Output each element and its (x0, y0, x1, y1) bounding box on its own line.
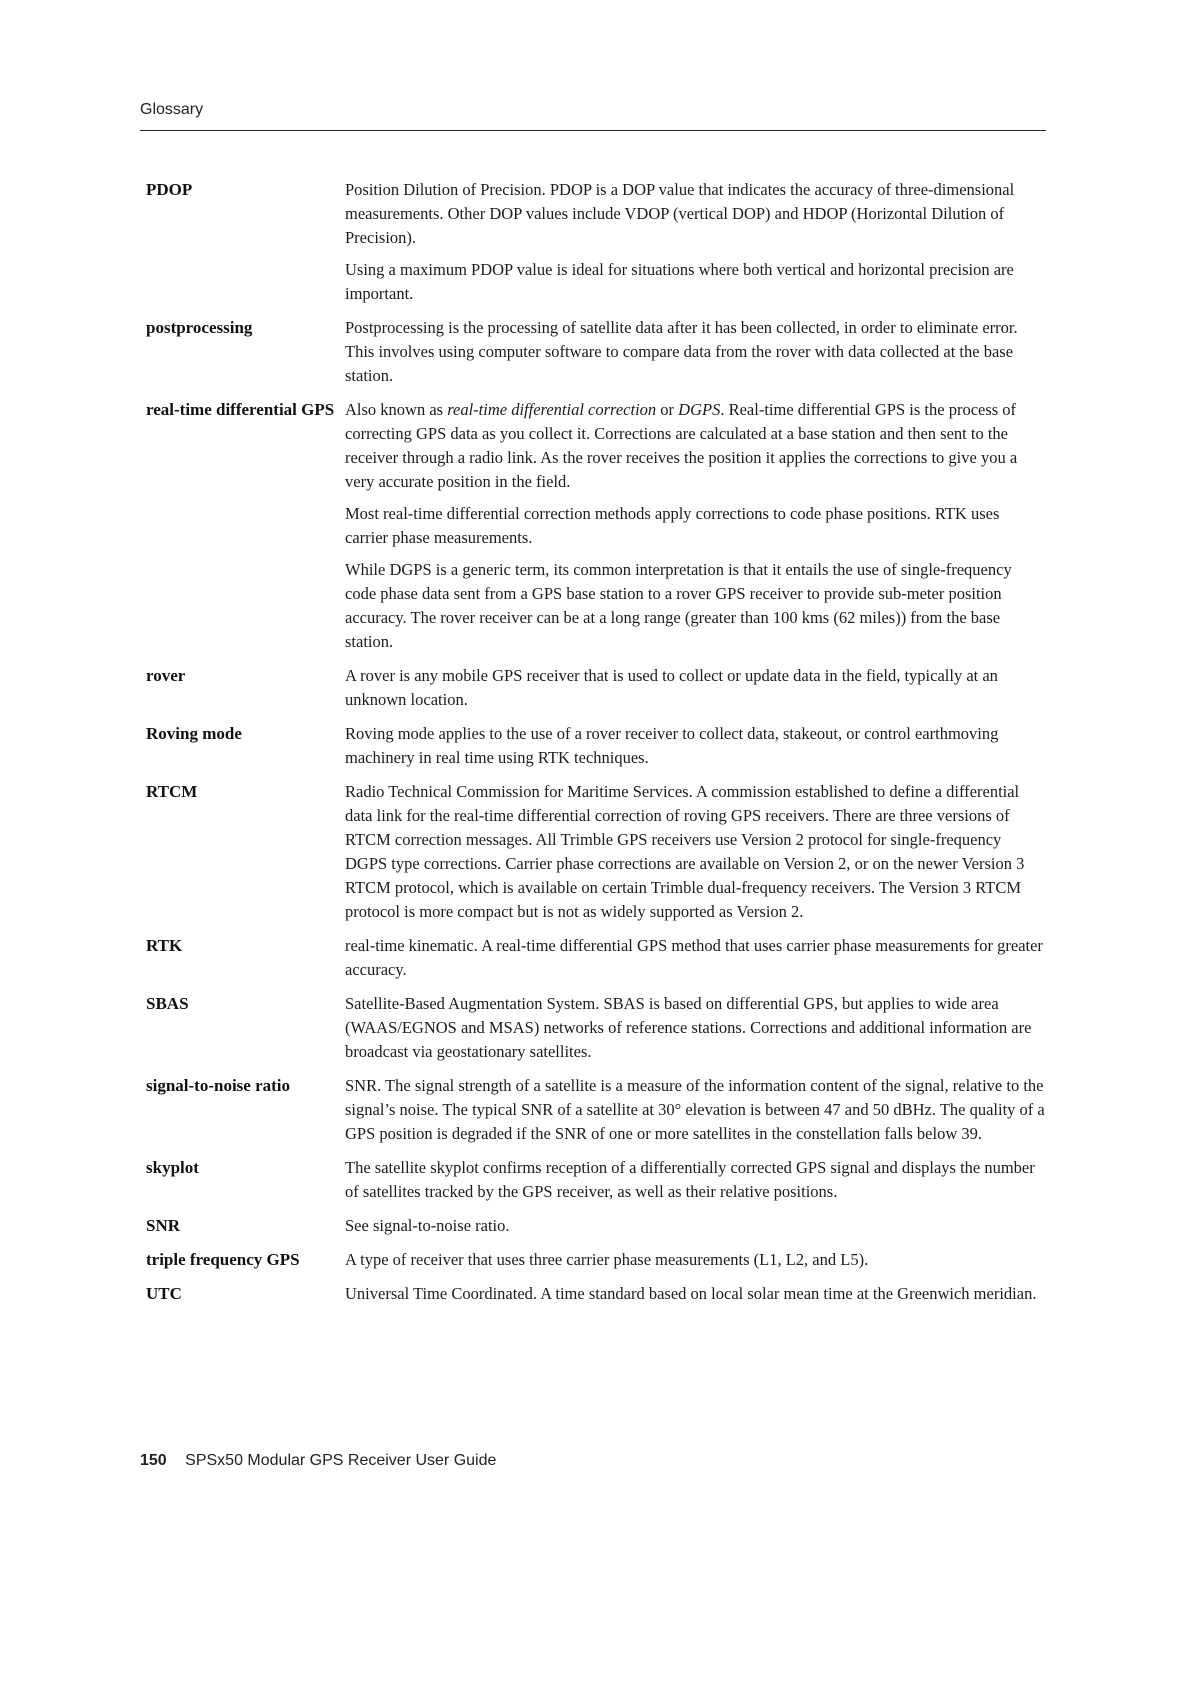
glossary-term: PDOP (146, 180, 193, 199)
glossary-entry-real-time-differential-gps (146, 398, 1046, 654)
glossary-term: RTCM (146, 782, 198, 801)
glossary-definition (345, 1248, 1046, 1272)
definition-paragraph: Universal Time Coordinated. A time standard based on local solar mean time at the Greenwich meridian. (345, 1284, 1037, 1303)
glossary-definition (345, 992, 1046, 1064)
glossary-definition (345, 934, 1046, 982)
text-run: or (656, 400, 679, 419)
glossary-entry-roving-mode (146, 722, 1046, 770)
definition-paragraph: real-time kinematic. A real-time differential GPS method that uses carrier phase measurements for greater accuracy. (345, 936, 1043, 979)
glossary-definition (345, 316, 1046, 388)
definition-paragraph: Radio Technical Commission for Maritime Services. A commission established to define a differential data link for the real-time differential correction of roving GPS receivers. There are three versions of RTCM correction messages. All Trimble GPS receivers use Version 2 protocol for single-frequency DGPS type corrections. Carrier phase corrections are available on Version 2, or on the newer Version 3 RTCM protocol, which is available on certain Trimble dual-frequency receivers. The Version 3 RTCM protocol is more compact but is not as widely supported as Version 2. (345, 782, 1025, 921)
glossary-entry-signal-to-noise-ratio (146, 1074, 1046, 1146)
glossary-term: triple frequency GPS (146, 1250, 300, 1269)
definition-paragraph: See signal-to-noise ratio. (345, 1216, 510, 1235)
glossary-definition (345, 398, 1046, 654)
glossary-entry-triple-frequency-gps (146, 1248, 1046, 1272)
glossary-entry-postprocessing (146, 316, 1046, 388)
glossary-term: skyplot (146, 1158, 199, 1177)
italic-term: DGPS (678, 400, 721, 419)
definition-paragraph: Postprocessing is the processing of satellite data after it has been collected, in order to eliminate error. This involves using computer software to compare data from the rover with data collected at the base station. (345, 318, 1018, 385)
glossary-definition (345, 722, 1046, 770)
glossary-definition (345, 780, 1046, 924)
glossary-term: RTK (146, 936, 183, 955)
definition-paragraph: SNR. The signal strength of a satellite is a measure of the information content of the signal, relative to the signal’s noise. The typical SNR of a satellite at 30° elevation is between 47 and 50 dBHz. The quality of a GPS position is degraded if the SNR of one or more satellites in the constellation falls below 39. (345, 1076, 1045, 1143)
glossary-term: SNR (146, 1216, 181, 1235)
glossary-definition (345, 664, 1046, 712)
definition-paragraph: Roving mode applies to the use of a rover receiver to collect data, stakeout, or control earthmoving machinery in real time using RTK techniques. (345, 724, 999, 767)
glossary-definition (345, 1156, 1046, 1204)
definition-paragraph: Satellite-Based Augmentation System. SBAS is based on differential GPS, but applies to wide area (WAAS/EGNOS and MSAS) networks of reference stations. Corrections and additional information are broadcast via geostationary satellites. (345, 994, 1032, 1061)
definition-paragraph: The satellite skyplot confirms reception of a differentially corrected GPS signal and displays the number of satellites tracked by the GPS receiver, as well as their relative positions. (345, 1158, 1035, 1201)
definition-paragraph (345, 398, 1046, 494)
glossary-term: rover (146, 666, 186, 685)
page-header (140, 100, 1046, 131)
definition-paragraph: A rover is any mobile GPS receiver that is used to collect or update data in the field, typically at an unknown location. (345, 666, 998, 709)
glossary-definition (345, 1282, 1046, 1306)
definition-paragraph: Most real-time differential correction methods apply corrections to code phase positions. RTK uses carrier phase measurements. (345, 504, 1000, 547)
glossary-entry-sbas (146, 992, 1046, 1064)
page-number: 150 (140, 1452, 167, 1469)
glossary-term: SBAS (146, 994, 189, 1013)
page-footer (140, 1452, 496, 1470)
glossary-entry-pdop (146, 178, 1046, 306)
glossary-definition (345, 178, 1046, 306)
running-head: Glossary (140, 101, 204, 118)
glossary-entry-utc (146, 1282, 1046, 1306)
glossary-definition (345, 1074, 1046, 1146)
glossary-entry-snr (146, 1214, 1046, 1238)
glossary-term: real-time differential GPS (146, 400, 335, 419)
glossary-definition (345, 1214, 1046, 1238)
glossary-term: postprocessing (146, 318, 253, 337)
glossary-list (146, 178, 1046, 1316)
italic-term: real-time differential correction (447, 400, 657, 419)
glossary-entry-rtk (146, 934, 1046, 982)
glossary-term: Roving mode (146, 724, 242, 743)
definition-paragraph: Position Dilution of Precision. PDOP is a DOP value that indicates the accuracy of three-dimensional measurements. Other DOP values include VDOP (vertical DOP) and HDOP (Horizontal Dilution of Precision). (345, 180, 1015, 247)
definition-paragraph: Using a maximum PDOP value is ideal for situations where both vertical and horizontal precision are important. (345, 260, 1014, 303)
text-run: Also known as (345, 400, 448, 419)
glossary-term: UTC (146, 1284, 182, 1303)
glossary-entry-skyplot (146, 1156, 1046, 1204)
definition-paragraph: A type of receiver that uses three carrier phase measurements (L1, L2, and L5). (345, 1250, 869, 1269)
glossary-entry-rtcm (146, 780, 1046, 924)
text-run: . Real-time differential GPS is the process of correcting GPS data as you collect it. Corrections are calculated at a base station and then sent to the receiver through a radio link. As the rover receives the position it applies the corrections to give you a very accurate position in the field. (345, 400, 1018, 491)
glossary-term: signal-to-noise ratio (146, 1076, 291, 1095)
glossary-entry-rover (146, 664, 1046, 712)
definition-paragraph: While DGPS is a generic term, its common interpretation is that it entails the use of single-frequency code phase data sent from a GPS base station to a rover GPS receiver to provide sub-meter position accuracy. The rover receiver can be at a long range (greater than 100 kms (62 miles)) from the base station. (345, 560, 1012, 651)
book-title: SPSx50 Modular GPS Receiver User Guide (185, 1452, 497, 1469)
